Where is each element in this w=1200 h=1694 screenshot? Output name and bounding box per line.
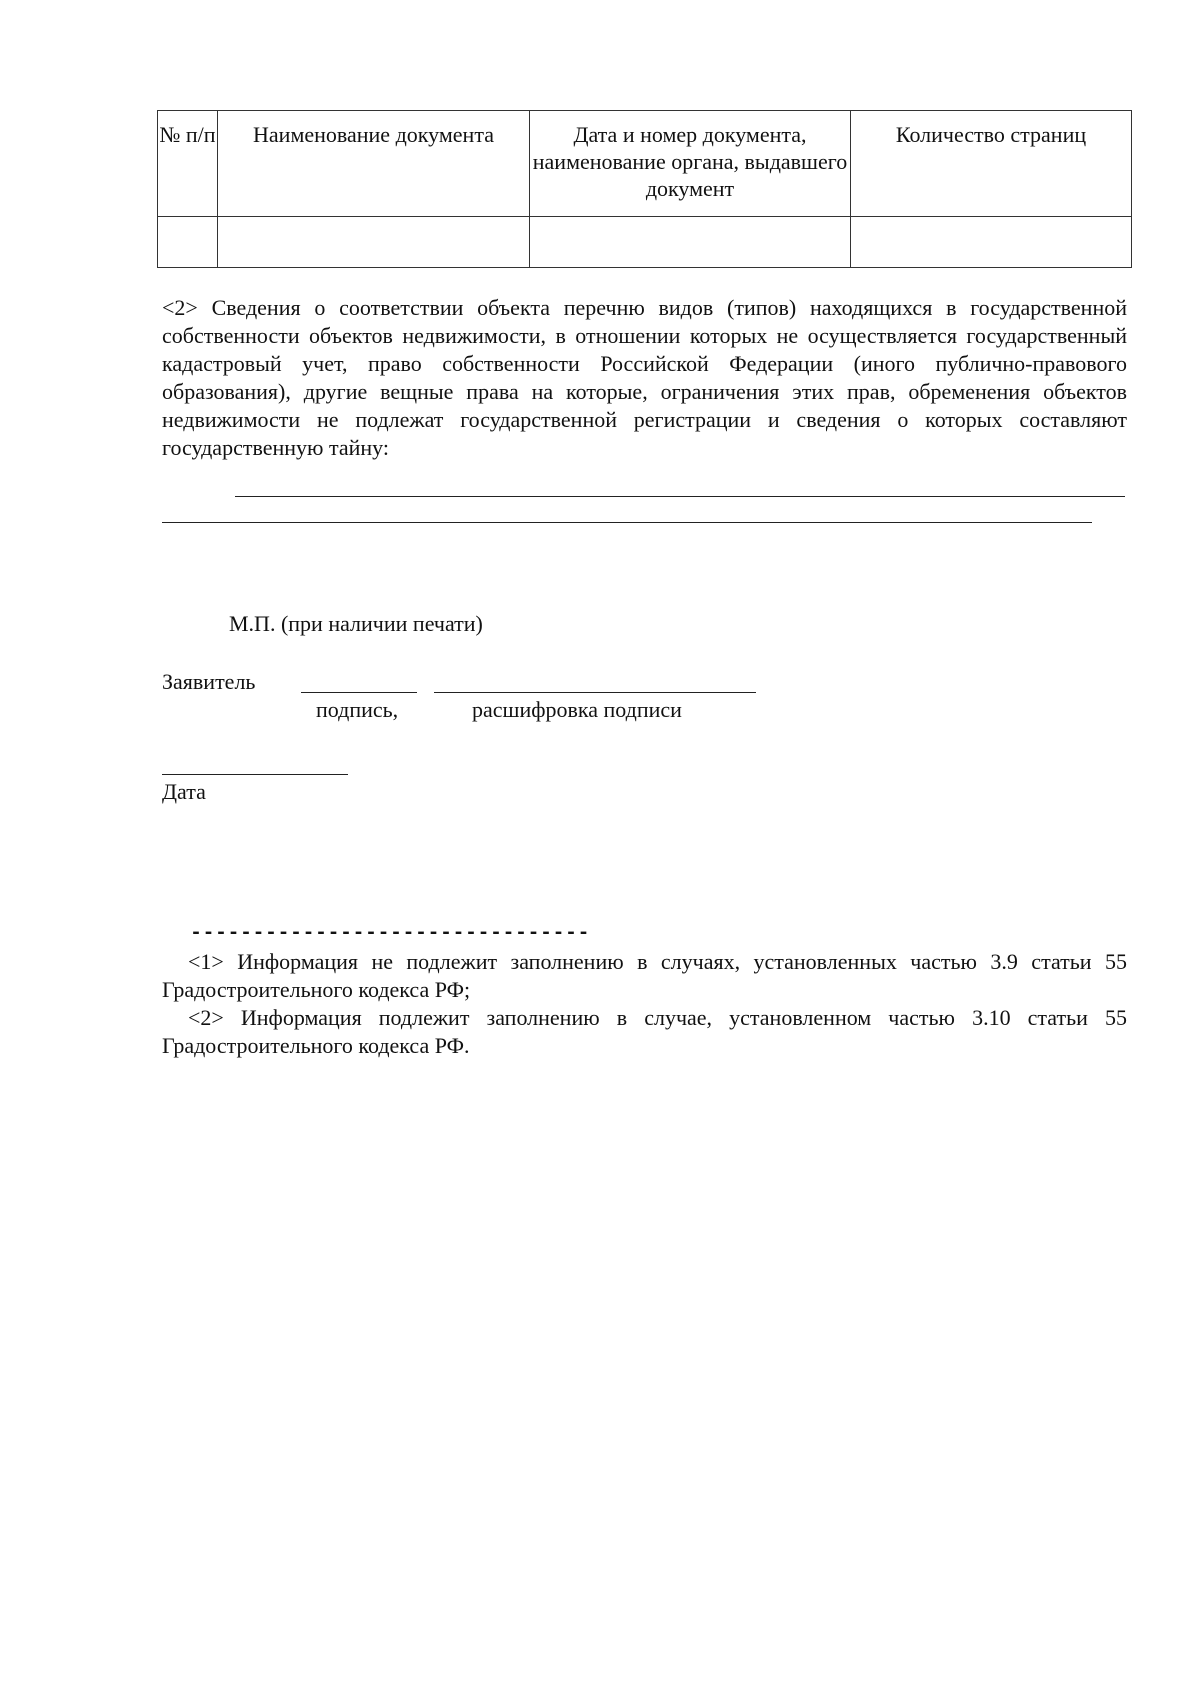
header-number: № п/п [158, 111, 218, 217]
header-document-name: Наименование документа [218, 111, 530, 217]
header-document-date: Дата и номер документа, наименование органа, выдавшего документ [530, 111, 851, 217]
table-header-row [158, 111, 1132, 217]
stamp-label: М.П. (при наличии печати) [229, 611, 483, 636]
footnotes [162, 948, 1127, 1060]
footnote-separator: -------------------------------- [190, 922, 591, 945]
signature-caption: подпись, [316, 697, 399, 722]
applicant-label: Заявитель [162, 669, 256, 694]
signature-decode-caption: расшифровка подписи [472, 697, 682, 722]
cell-number[interactable] [158, 217, 218, 268]
cell-page-count[interactable] [851, 217, 1132, 268]
cell-document-date[interactable] [530, 217, 851, 268]
table-row [158, 217, 1132, 268]
secret-info-fill-line-2[interactable] [162, 522, 1092, 523]
documents-table [157, 110, 1132, 268]
footnote-2: <2> Информация подлежит заполнению в случае, установленном частью 3.10 статьи 55 Градостроительного кодекса РФ. [162, 1005, 1127, 1058]
footnote-1: <1> Информация не подлежит заполнению в случаях, установленных частью 3.9 статьи 55 Градостроительного кодекса РФ; [162, 949, 1127, 1002]
signature-decode-line[interactable] [434, 692, 756, 693]
header-page-count: Количество страниц [851, 111, 1132, 217]
state-secret-info-paragraph: <2> Сведения о соответствии объекта перечню видов (типов) находящихся в государственной собственности объектов недвижимости, в отношении которых не осуществляется государственный кадастровый учет, право собственности Российской Федерации (иного публично-правового образования), другие вещные права на которые, ограничения этих прав, обременения объектов недвижимости не подлежат государственной регистрации и сведения о которых составляют государственную тайну: [162, 295, 1127, 460]
signature-line[interactable] [301, 692, 417, 693]
date-label: Дата [162, 779, 206, 804]
cell-document-name[interactable] [218, 217, 530, 268]
secret-info-fill-line-1[interactable] [235, 496, 1125, 497]
date-line[interactable] [162, 774, 348, 775]
